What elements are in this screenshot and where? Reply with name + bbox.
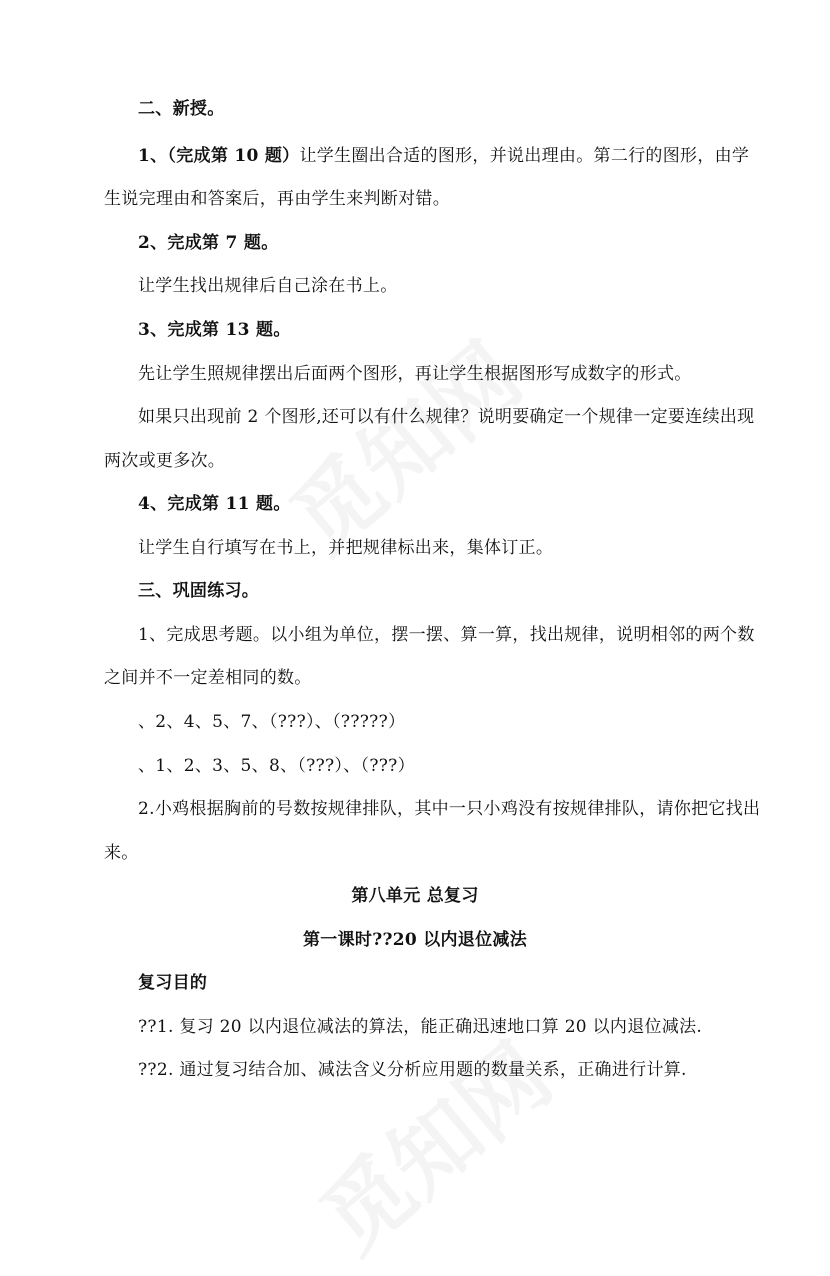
- unit-title: 第八单元 总复习: [351, 886, 479, 906]
- item-heading: 2、完成第 7 题。: [138, 233, 279, 253]
- sequence-line: 、2、4、5、7、（???）、（?????）: [138, 712, 406, 732]
- section-heading-new-lesson: 二、新授。: [138, 99, 225, 119]
- goal-item: ??2. 通过复习结合加、减法含义分析应用题的数量关系，正确进行计算.: [138, 1060, 687, 1080]
- paragraph-line: 生说完理由和答案后，再由学生来判断对错。: [104, 189, 450, 209]
- item-heading: 3、完成第 13 题。: [138, 320, 291, 340]
- section-heading-practice: 三、巩固练习。: [138, 581, 260, 601]
- paragraph-line: 1、完成思考题。以小组为单位，摆一摆、算一算，找出规律，说明相邻的两个数: [138, 625, 755, 645]
- item-heading: 1、（完成第 10 题）: [138, 146, 300, 166]
- paragraph-line: 之间并不一定差相同的数。: [104, 668, 312, 688]
- watermark: [290, 1010, 573, 1276]
- sequence-line: 、1、2、3、5、8、（???）、（???）: [138, 756, 415, 776]
- paragraph-line: 先让学生照规律摆出后面两个图形，再让学生根据图形写成数字的形式。: [138, 364, 692, 384]
- paragraph-line: 2.小鸡根据胸前的号数按规律排队，其中一只小鸡没有按规律排队，请你把它找出: [138, 799, 761, 819]
- item-heading: 4、完成第 11 题。: [138, 494, 291, 514]
- paragraph-line: 如果只出现前 2 个图形,还可以有什么规律？说明要确定一个规律一定要连续出现: [138, 407, 755, 427]
- paragraph-line: 让学生找出规律后自己涂在书上。: [138, 276, 398, 296]
- subheading-review-goals: 复习目的: [138, 973, 208, 993]
- paragraph-line: 两次或更多次。: [104, 451, 226, 471]
- paragraph-line: [138, 145, 749, 167]
- lesson-title: 第一课时??20 以内退位减法: [303, 930, 527, 950]
- paragraph-line: 让学生自行填写在书上，并把规律标出来，集体订正。: [138, 538, 554, 558]
- item-text: 让学生圈出合适的图形，并说出理由。第二行的图形，由学: [299, 146, 750, 166]
- goal-item: ??1. 复习 20 以内退位减法的算法，能正确迅速地口算 20 以内退位减法.: [138, 1017, 703, 1037]
- paragraph-line: 来。: [104, 843, 139, 863]
